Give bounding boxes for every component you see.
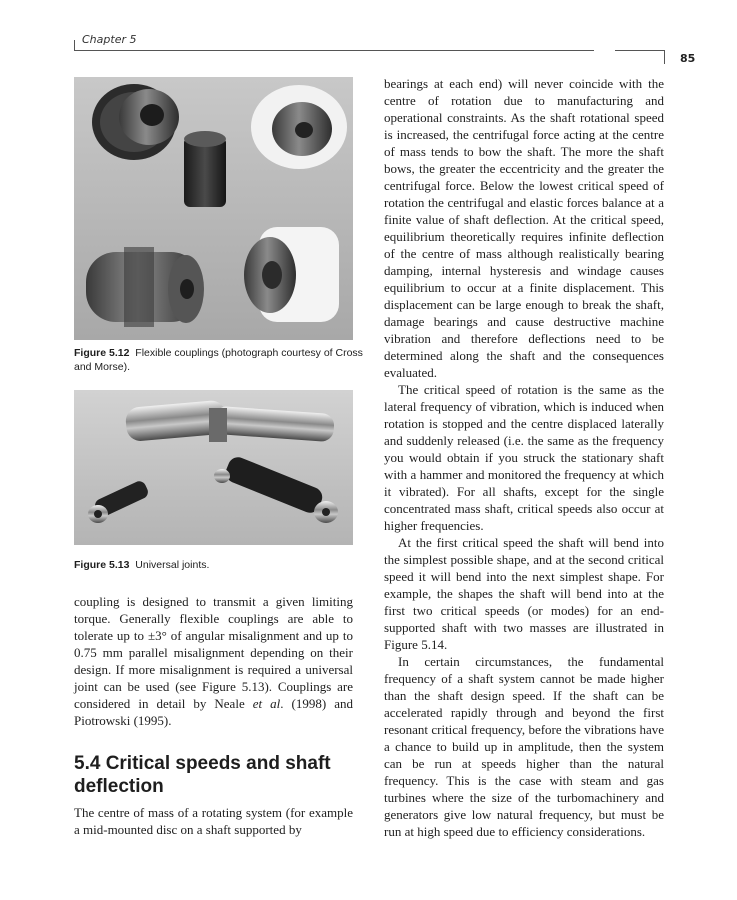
left-column-paragraph-2 [74, 804, 353, 838]
header-rule [74, 50, 594, 51]
header-rule-right [615, 50, 664, 51]
figure-5-12-caption [74, 346, 364, 374]
left-column-paragraph-1 [74, 593, 353, 729]
right-column-paragraph-1: bearings at each end) will never coincide with the centre of rotation due to manufacturing and operational constraints. As the shaft rotational speed is increased, the centrifugal force acting at the centre of mass tends to bow the shaft. The more the shaft bows, the greater the eccentricity and the greater the centrifugal force. Below the lowest critical speed of rotation the centrifugal and elastic forces balance at a finite value of shaft deflection. At the critical speed, equilibrium theoretically requires infinite deflection of the centre of mass although realistically bearing damping, internal hysteresis and windage causes equilibrium to occur at a finite displacement. This displacement can be large enough to break the shaft, damage bearings and cause destructive machine vibration and therefore deflections need to be determined along the shaft and the consequences evaluated. [384, 76, 664, 380]
left-column-paragraph-1-text: coupling is designed to transmit a given limiting torque. Generally flexible couplings are able to tolerate up to ±3° of angular misalignment and up to 0.75 mm parallel misalignment depending on their design. If more misalignment is required a universal joint can be used (see Figure 5.13). Couplings are considered in detail by Neale [74, 594, 353, 711]
right-column-paragraph-4: In certain circumstances, the fundamental frequency of a shaft system cannot be made higher than the shaft design speed. If the shaft can be accelerated rapidly through and beyond the first resonant critical frequency, before the vibrations have a chance to build up in amplitude, then the system can be run at speeds higher than the natural frequency. This is the case with steam and gas turbines where the size of the turbomachinery and generators give low natural frequency, but must be run at high speed due to efficiency considerations. [384, 654, 664, 839]
header-rule-tick-right [664, 50, 665, 64]
figure-5-13-label: Figure 5.13 [74, 559, 130, 571]
left-column-paragraph-2-text: The centre of mass of a rotating system (for example a mid-mounted disc on a shaft supported by [74, 805, 353, 837]
figure-5-13-photo [74, 390, 353, 545]
right-column [384, 75, 664, 840]
running-header-chapter: Chapter 5 [82, 33, 137, 46]
figure-5-13-caption [74, 558, 364, 572]
page-number: 85 [680, 52, 696, 65]
figure-5-12-caption-text: Flexible couplings (photograph courtesy of Cross and Morse). [74, 347, 363, 373]
figure-5-12-photo [74, 77, 353, 340]
figure-5-13-caption-text: Universal joints. [135, 559, 210, 571]
white-sleeve-coupling-image [251, 85, 347, 169]
right-column-paragraph-3: At the first critical speed the shaft will bend into the simplest possible shape, and at the second critical speed it will bend into the next simplest shape. For example, the shapes the shaft will bend into at the first two critical speeds (or modes) for an end-supported shaft with two masses are illustrated in Figure 5.14. [384, 535, 664, 652]
tyre-coupling-image [244, 227, 339, 322]
figure-5-12-label: Figure 5.12 [74, 347, 130, 359]
section-heading-5-4: 5.4 Critical speeds and shaft deflection [74, 753, 331, 797]
gear-coupling-image [86, 247, 204, 327]
left-column-paragraph-1-tail: . (1998) and Piotrowski (1995). [74, 696, 353, 728]
et-al-italic: et al [252, 696, 281, 711]
right-column-paragraph-2: The critical speed of rotation is the same as the lateral frequency of vibration, which is induced when rotation is stopped and the centre displaced laterally and suddenly released (i.e. the same as the frequency you would obtain if you struck the stationary shaft with a hammer and monitored the frequency at which it vibrated). For all shafts, except for the single concentrated mass shaft, critical speeds also occur at higher frequencies. [384, 382, 664, 533]
jaw-coupling-image [184, 131, 226, 207]
